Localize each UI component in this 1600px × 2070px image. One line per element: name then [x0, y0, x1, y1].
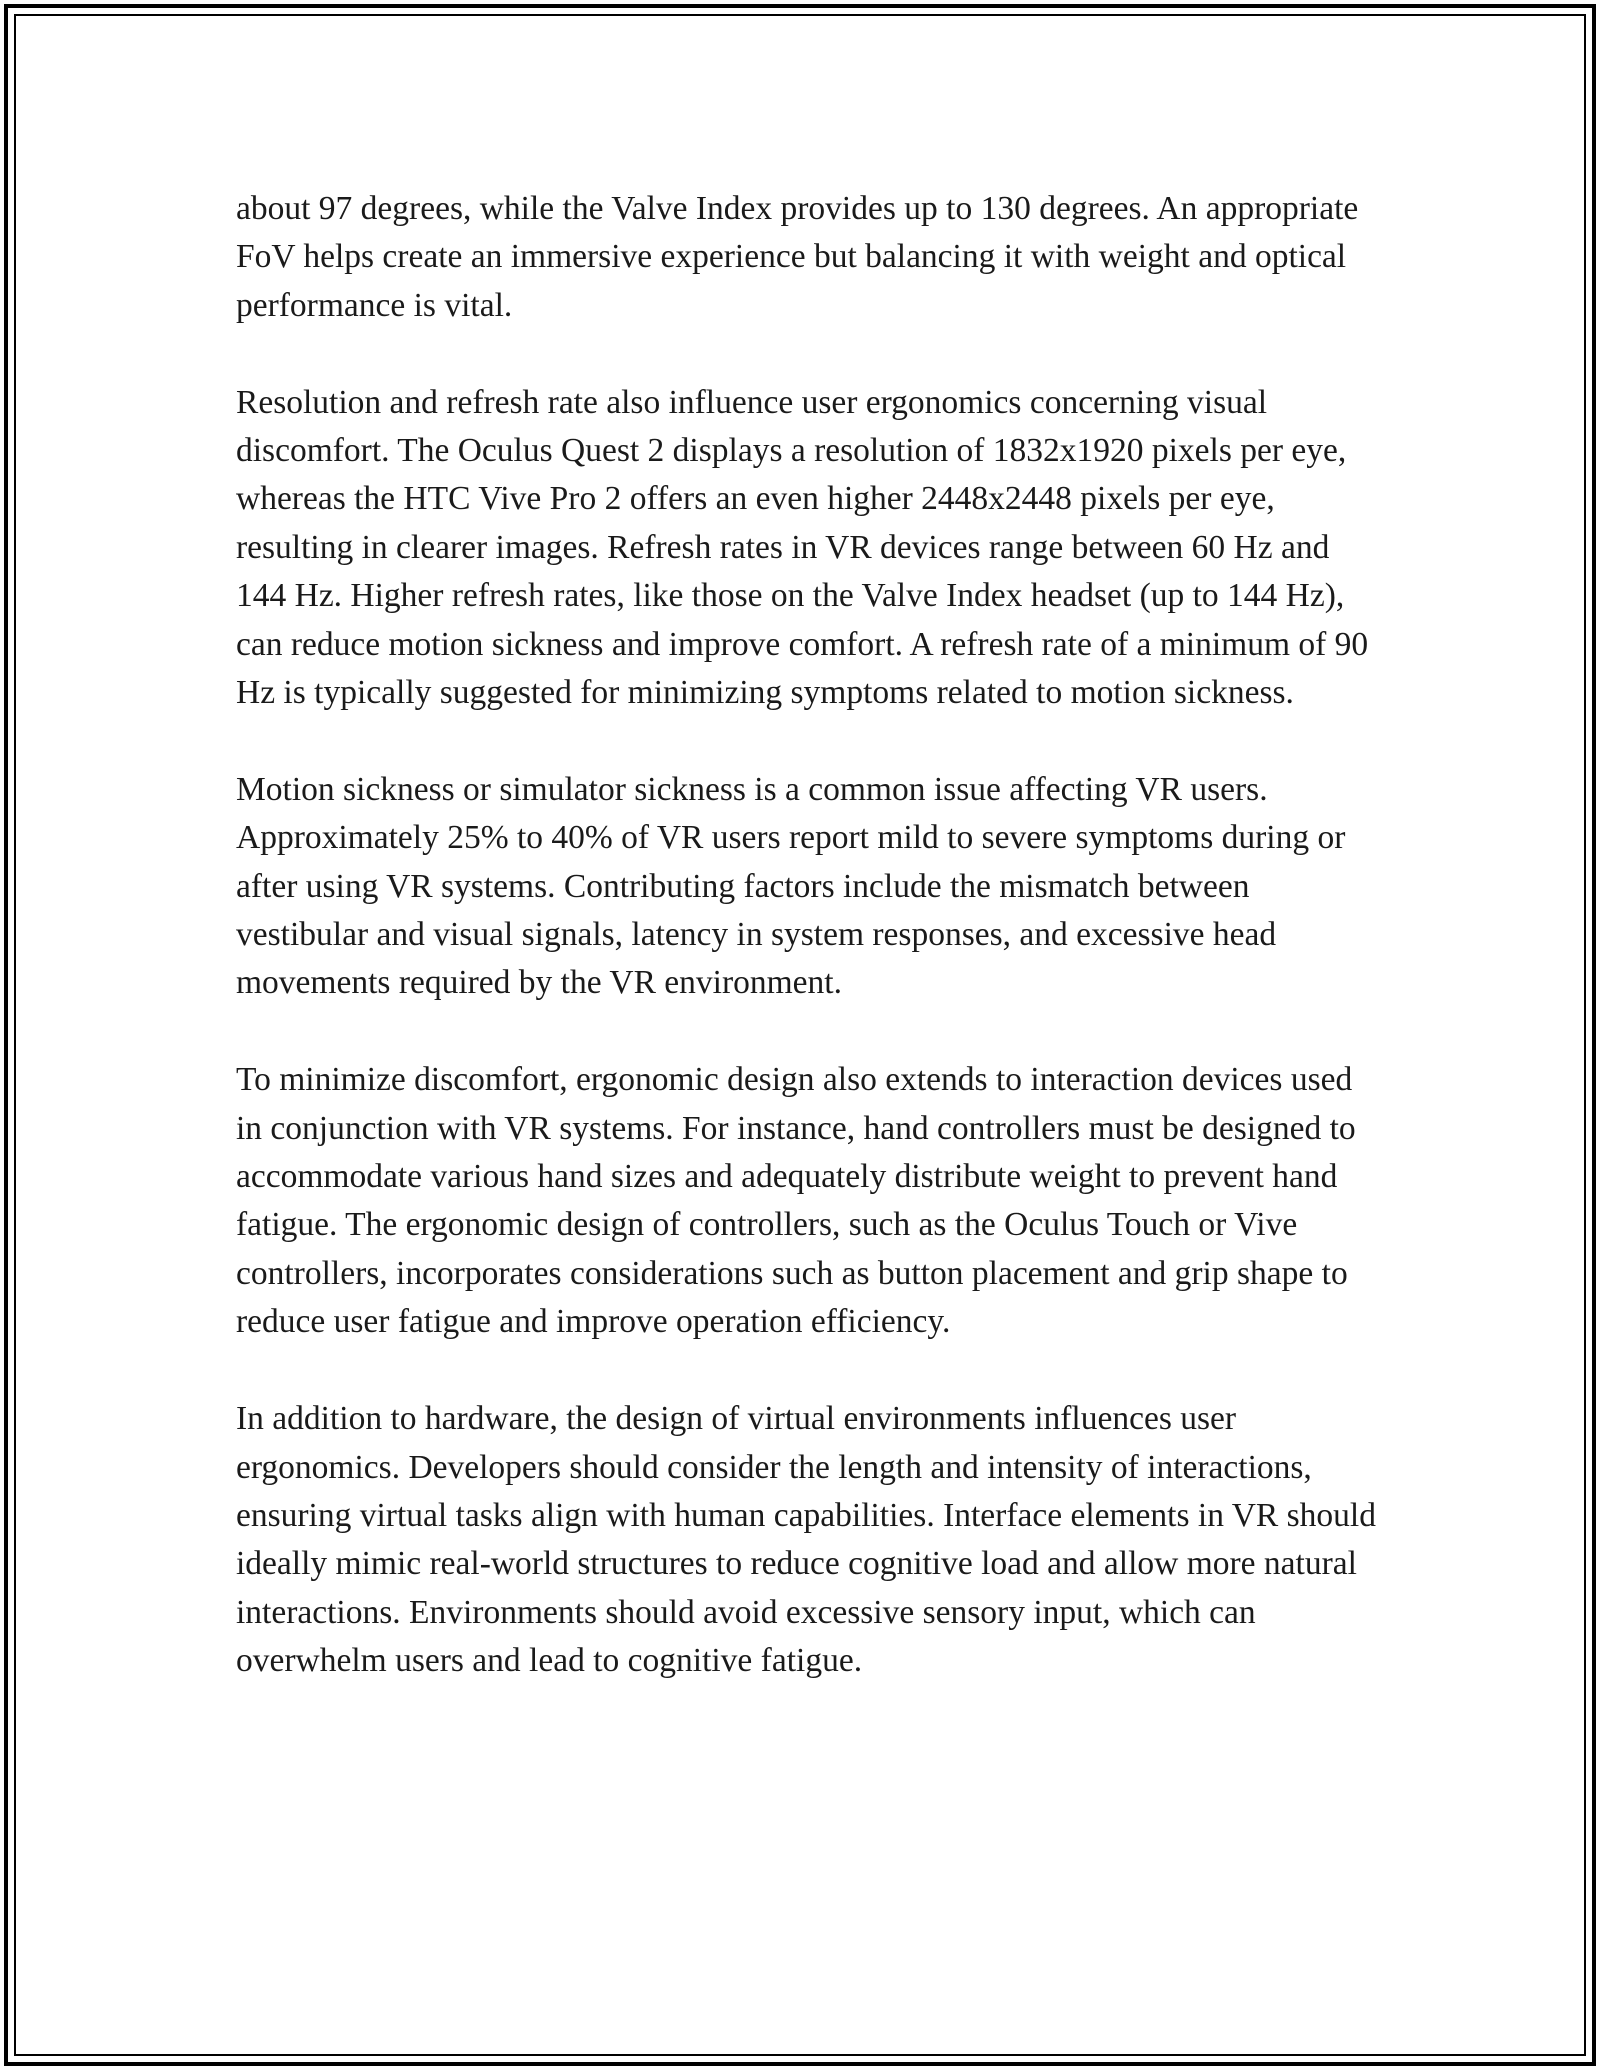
paragraph-motion-sickness: Motion sickness or simulator sickness is a common issue affecting VR users. Approximately 25% to 40% of VR users report mild to severe symptoms during or after using VR systems. Contributing factors include the mismatch between vestibular and visual signals, latency in system responses, and excessive head movements required by the VR environment.: [236, 770, 1346, 1002]
paragraph-fov: about 97 degrees, while the Valve Index provides up to 130 degrees. An appropriate FoV helps create an immersive experience but balancing it with weight and optical performance is vital.: [236, 190, 1359, 324]
document-body: [236, 185, 1376, 1734]
paragraph-virtual-environments: In addition to hardware, the design of virtual environments influences user ergonomics. Developers should consider the length and intensity of interactions, ensuring virtual tasks align with human capabilities. Interface elements in VR should ideally mimic real-world structures to reduce cognitive load and allow more natural interactions. Environments should avoid excessive sensory input, which can overwhelm users and lead to cognitive fatigue.: [236, 1400, 1376, 1680]
paragraph-resolution-refresh-rate: Resolution and refresh rate also influence user ergonomics concerning visual discomfort. The Oculus Quest 2 displays a resolution of 1832x1920 pixels per eye, whereas the HTC Vive Pro 2 offers an even higher 2448x2448 pixels per eye, resulting in clearer images. Refresh rates in VR devices range between 60 Hz and 144 Hz. Higher refresh rates, like those on the Valve Index headset (up to 144 Hz), can reduce motion sickness and improve comfort. A refresh rate of a minimum of 90 Hz is typically suggested for minimizing symptoms related to motion sickness.: [236, 383, 1369, 712]
paragraph-interaction-devices: To minimize discomfort, ergonomic design also extends to interaction devices used in conjunction with VR systems. For instance, hand controllers must be designed to accommodate various hand sizes and adequately distribute weight to prevent hand fatigue. The ergonomic design of controllers, such as the Oculus Touch or Vive controllers, incorporates considerations such as button placement and grip shape to reduce user fatigue and improve operation efficiency.: [236, 1061, 1356, 1341]
